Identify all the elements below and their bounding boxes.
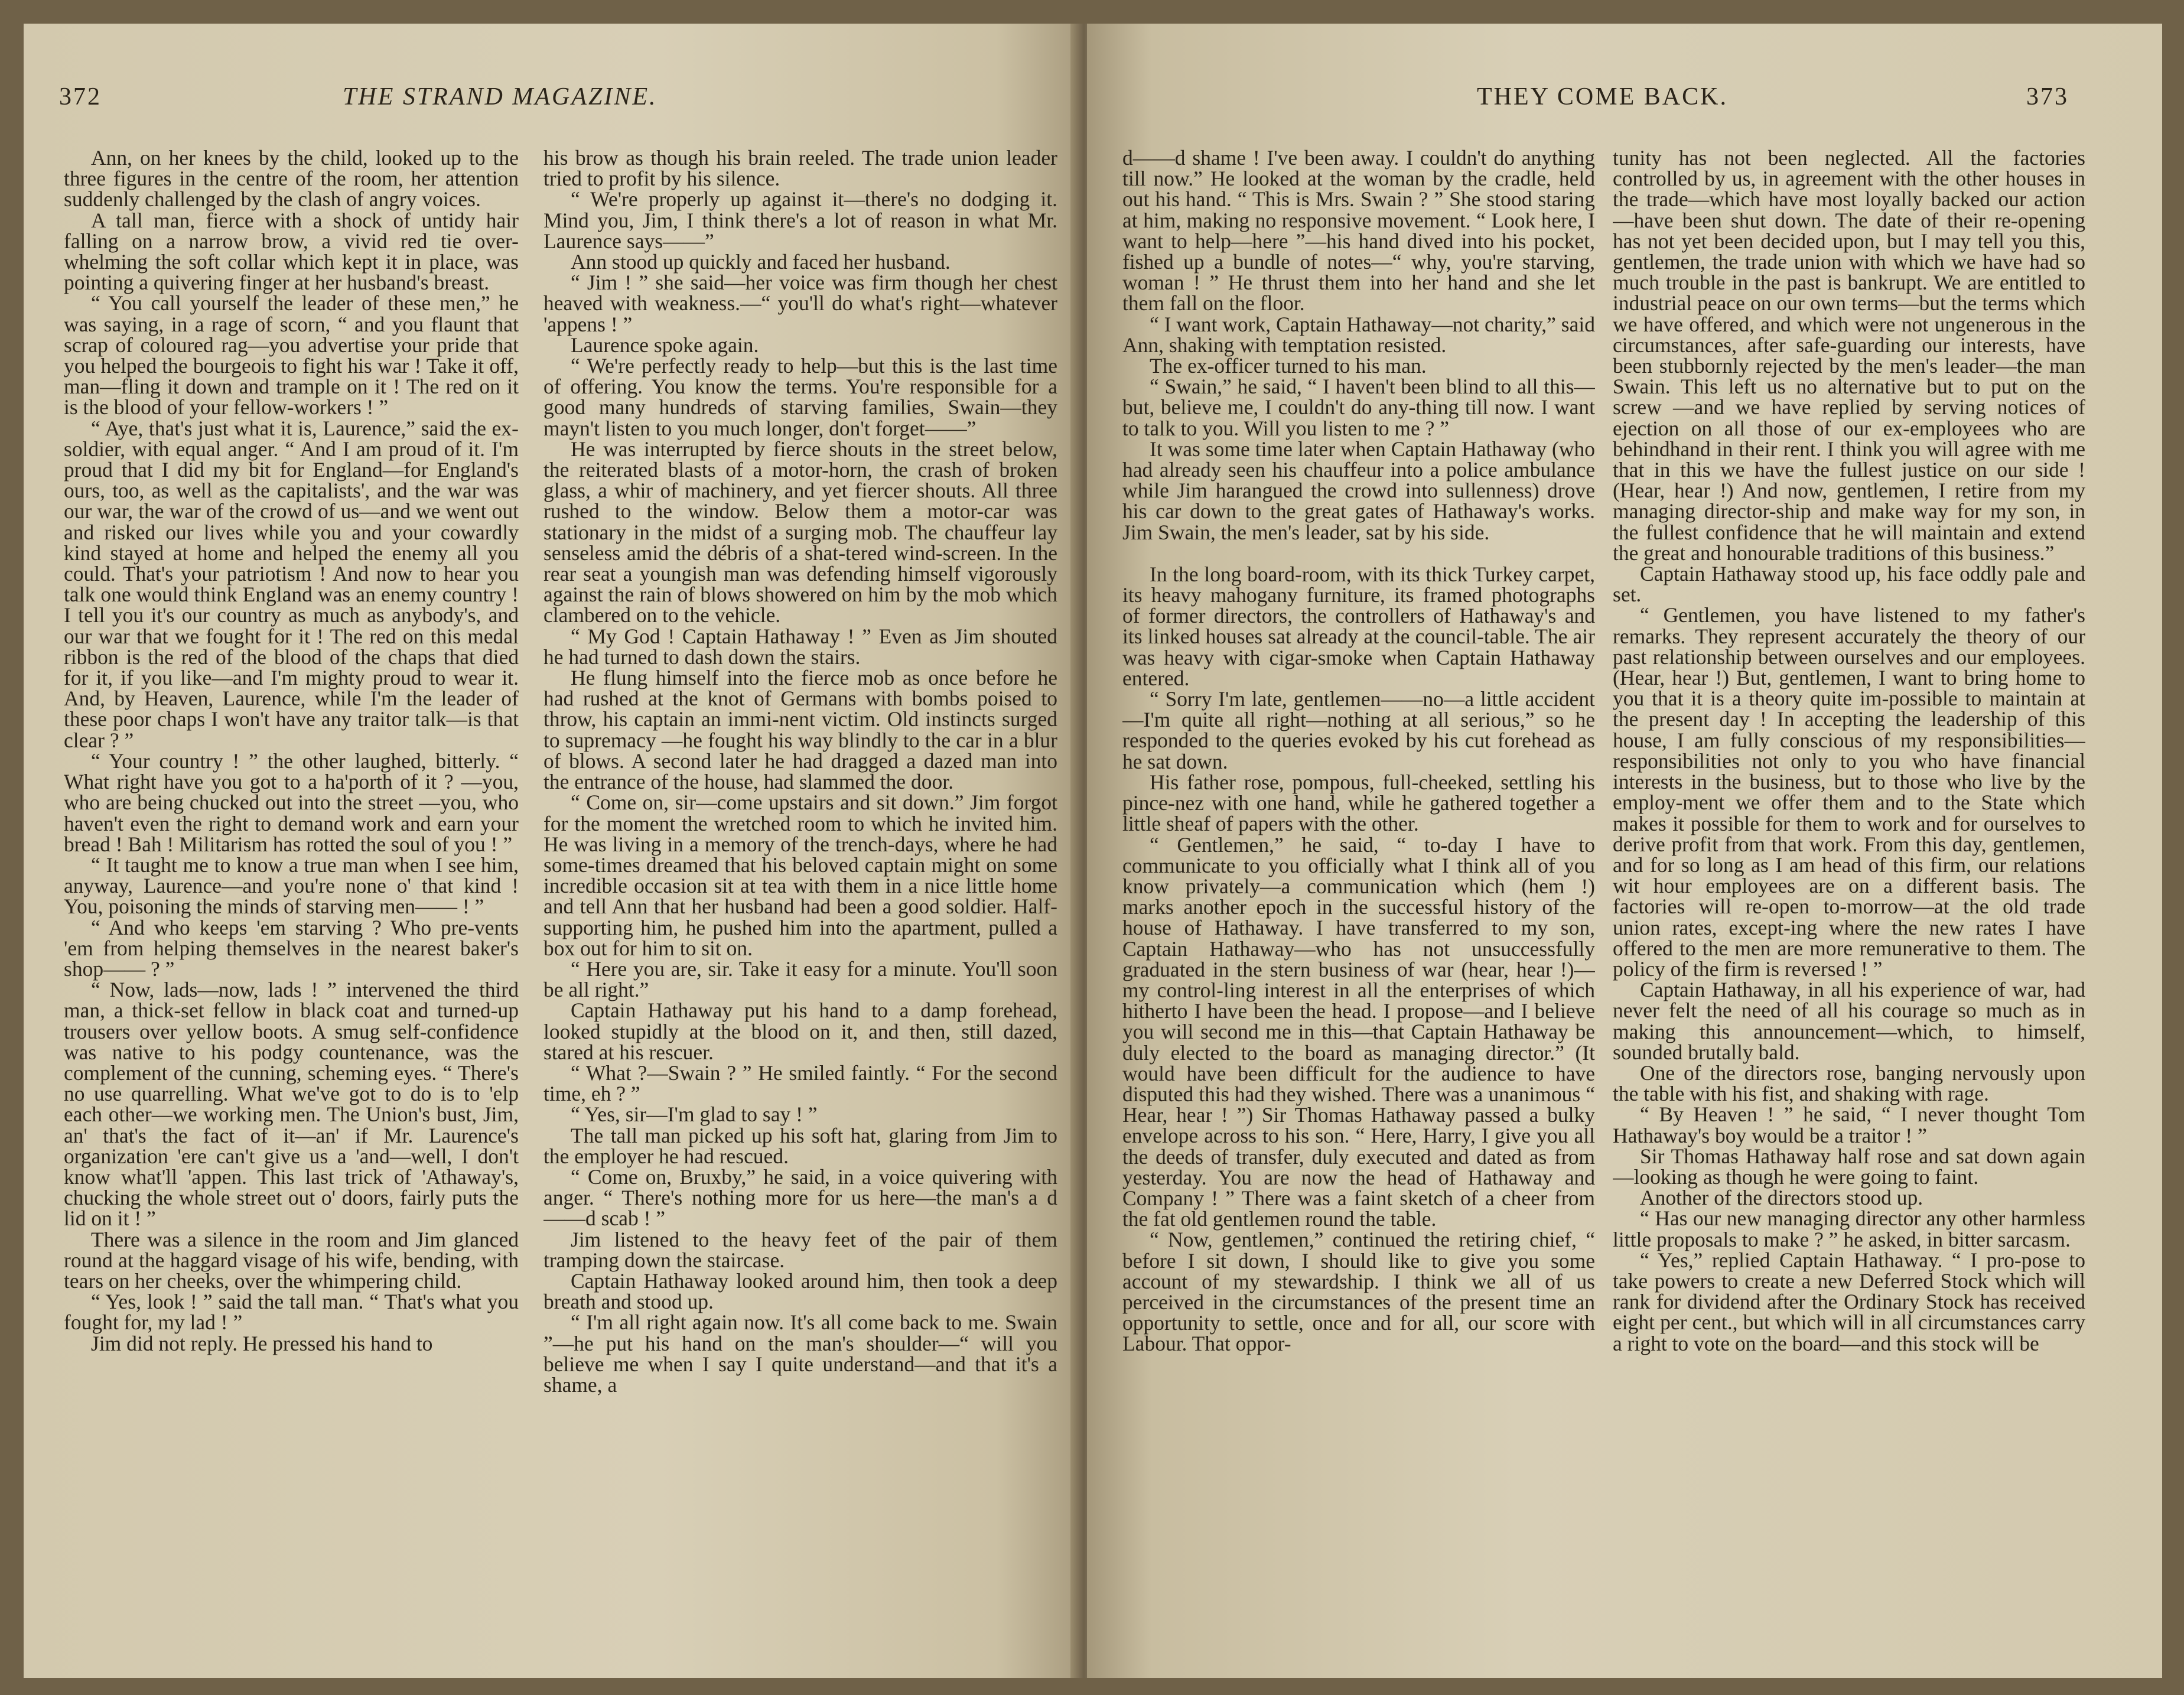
paragraph: Sir Thomas Hathaway half rose and sat down again—looking as though he were going to faint. <box>1613 1144 2085 1189</box>
right-page-number: 373 <box>2026 83 2069 110</box>
paragraph: “ Aye, that's just what it is, Laurence,” said the ex-soldier, with equal anger. “ And I am proud of it. I'm proud that I did my bit for England—for England's ours, too, as well as the capitalists', and the war was our war, the war of the crowd of us—and we went out and risked our lives while you and your cowardly kind stayed at home and helped the enemy all you could. That's your patriotism ! And now to hear you talk one would think England was an enemy country ! I tell you it's our country as much as anybody's, and our war that we fought for it ! The red on this medal ribbon is the red of the blood of the chaps that died for it, if you like—and I'm mighty proud to wear it. And, by Heaven, Laurence, while I'm the leader of these poor chaps I won't have any traitor talk—is that clear ? ” <box>64 416 519 752</box>
paragraph: “ Yes, look ! ” said the tall man. “ That's what you fought for, my lad ! ” <box>64 1290 519 1335</box>
paragraph: “ Gentlemen,” he said, “ to-day I have to communicate to you officially what I think all of you know privately—a communication which (hem !) marks another epoch in the successful history of the house of Hathaway. I have transferred to my son, Captain Hathaway—who has not unsuccessfully graduated in the stern business of war (hear, hear !)—my control-ling interest in all the enterprises of which hitherto I have been the head. I propose—and I believe you will second me in this—that Captain Hathaway be duly elected to the board as managing director.” (It would have been difficult for the audience to have disputed this had they wished. There was a unanimous “ Hear, hear ! ”) Sir Thomas Hathaway passed a bulky envelope across to his son. “ Here, Harry, I give you all the deeds of transfer, duly executed and dated as from yesterday. You are now the head of Hathaway and Company ! ” There was a faint sketch of a cheer from the fat old gentlemen round the table. <box>1122 832 1595 1231</box>
paragraph: “ Sorry I'm late, gentlemen——no—a little accident—I'm quite all right—nothing at all serious,” so he responded to the queries evoked by his cut forehead as he sat down. <box>1122 687 1595 773</box>
paragraph: “ Gentlemen, you have listened to my father's remarks. They represent accurately the theory of our past relationship between ourselves and our employees. (Hear, hear !) But, gentlemen, I want to bring home to you that it is a theory quite im-possible to maintain at the present day ! In accepting the leadership of this house, I am fully conscious of my responsibilities—responsibilities not only to you who have financial interests in the business, but to those who live by the employ-ment we offer them and to the State which makes it possible for them to work and for ourselves to derive profit from that work. From this day, gentlemen, and for so long as I am head of this firm, our relations wit hour employees are on a different basis. The factories will re-open to-morrow—at the old trade union rates, except-ing where the new rates I have offered to the men are more remunerative to them. The policy of the firm is reversed ! ” <box>1613 603 2085 981</box>
paragraph: “ You call yourself the leader of these men,” he was saying, in a rage of scorn, “ and you flaunt that scrap of coloured rag—you advertise your pride that you helped the bourgeois to fight his war ! Take it off, man—fling it down and trample on it ! The red on it is the blood of your fellow-workers ! ” <box>64 291 519 419</box>
paragraph: Captain Hathaway looked around him, then took a deep breath and stood up. <box>543 1268 1057 1314</box>
paragraph: “ By Heaven ! ” he said, “ I never thought Tom Hathaway's boy would be a traitor ! ” <box>1613 1102 2085 1147</box>
paragraph: A tall man, fierce with a shock of untidy hair falling on a narrow brow, a vivid red tie over-whelming the soft collar which kept it in place, was pointing a quivering finger at her husband's breast. <box>64 208 519 295</box>
right-running-head <box>1122 83 2139 124</box>
right-column-2 <box>1613 148 2085 1660</box>
right-running-title: THEY COME BACK. <box>1477 83 1728 110</box>
paragraph: “ Yes,” replied Captain Hathaway. “ I pro-pose to take powers to create a new Deferred Stock which will rank for dividend after the Ordinary Stock has received eight per cent., but which will in all circumstances carry a right to vote on the board—and this stock will be <box>1613 1248 2085 1355</box>
paragraph: “ Your country ! ” the other laughed, bitterly. “ What right have you got to a ha'porth of it ? —you, who are being chucked out into the street —you, who haven't even the right to demand work and earn your bread ! Bah ! Militarism has rotted the soul of you ! ” <box>64 749 519 856</box>
paragraph: Jim listened to the heavy feet of the pair of them tramping down the staircase. <box>543 1227 1057 1272</box>
left-column-2 <box>543 148 1057 1660</box>
paragraph: “ We're perfectly ready to help—but this is the last time of offering. You know the terms. You're responsible for a good many hundreds of starving families, Swain—they mayn't listen to you much longer, don't forget——” <box>543 354 1057 440</box>
paragraph: “ Come on, Bruxby,” he said, in a voice quivering with anger. “ There's nothing more for us here—the man's a d——d scab ! ” <box>543 1164 1057 1231</box>
paragraph: One of the directors rose, banging nervously upon the table with his fist, and shaking with rage. <box>1613 1060 2085 1106</box>
right-column-1 <box>1122 148 1595 1660</box>
paragraph: The tall man picked up his soft hat, glaring from Jim to the employer he had rescued. <box>543 1123 1057 1168</box>
paragraph: his brow as though his brain reeled. The trade union leader tried to profit by his silence. <box>543 148 1057 191</box>
left-page <box>24 24 1081 1678</box>
paragraph: “ Come on, sir—come upstairs and sit down.” Jim forgot for the moment the wretched room to which he invited him. He was living in a memory of the trench-days, where he had some-times dreamed that his beloved captain might on some incredible occasion sit at tea with them in a nice little home and tell Ann that her husband had been a good soldier. Half-supporting him, he pushed him into the apartment, pulled a box out for him to sit on. <box>543 790 1057 960</box>
paragraph: “ Here you are, sir. Take it easy for a minute. You'll soon be all right.” <box>543 957 1057 1002</box>
paragraph: “ We're properly up against it—there's no dodging it. Mind you, Jim, I think there's a lot of reason in what Mr. Laurence says——” <box>543 187 1057 253</box>
right-page <box>1087 24 2162 1678</box>
paragraph: Ann stood up quickly and faced her husband. <box>571 250 951 274</box>
paragraph: He was interrupted by fierce shouts in the street below, the reiterated blasts of a motor-horn, the crash of broken glass, a whir of machinery, and yet fiercer shouts. All three rushed to the window. Below them a motor-car was stationary in the midst of a surging mob. The chauffeur lay senseless amid the débris of a shat-tered wind-screen. In the rear seat a youngish man was defending himself vigorously against the rain of blows showered on him by the mob which clambered on to the vehicle. <box>543 437 1057 627</box>
left-running-title: THE STRAND MAGAZINE. <box>343 83 658 110</box>
left-running-head <box>59 83 1063 124</box>
paragraph: He flung himself into the fierce mob as once before he had rushed at the knot of Germans with bombs poised to throw, his captain an immi-nent victim. Old instincts surged to supremacy —he fought his way blindly to the car in a blur of blows. A second later he had dragged a dazed man into the entrance of the house, had slammed the door. <box>543 666 1057 794</box>
paragraph: “ Jim ! ” she said—her voice was firm though her chest heaved with weakness.—“ you'll do what's right—whatever 'appens ! ” <box>543 271 1057 336</box>
paragraph: His father rose, pompous, full-cheeked, settling his pince-nez with one hand, while he gathered together a little sheaf of papers with the other. <box>1122 770 1595 836</box>
paragraph: “ What ?—Swain ? ” He smiled faintly. “ For the second time, eh ? ” <box>543 1060 1057 1106</box>
paragraph: Jim did not reply. He pressed his hand to <box>91 1331 433 1355</box>
paragraph: Laurence spoke again. <box>571 333 759 357</box>
paragraph: Captain Hathaway stood up, his face oddly pale and set. <box>1613 562 2085 607</box>
left-page-number: 372 <box>59 83 102 110</box>
paragraph: “ Yes, sir—I'm glad to say ! ” <box>571 1102 818 1127</box>
paragraph: Captain Hathaway put his hand to a damp forehead, looked stupidly at the blood on it, and then, still dazed, stared at his rescuer. <box>543 998 1057 1064</box>
paragraph: “ I'm all right again now. It's all come back to me. Swain ”—he put his hand on the man's shoulder—“ will you believe me when I say I quite understand—and that it's a shame, a <box>543 1310 1057 1397</box>
paragraph: “ Has our new managing director any other harmless little proposals to make ? ” he asked, in bitter sarcasm. <box>1613 1206 2085 1251</box>
paragraph: “ It taught me to know a true man when I see him, anyway, Laurence—and you're none o' that kind ! You, poisoning the minds of starving men—— ! ” <box>64 853 519 919</box>
paragraph: There was a silence in the room and Jim glanced round at the haggard visage of his wife, bending, with tears on her cheeks, over the whimpering child. <box>64 1227 519 1293</box>
paragraph: “ Swain,” he said, “ I haven't been blind to all this—but, believe me, I couldn't do any-thing till now. I want to talk to you. Will you listen to me ? ” <box>1122 375 1595 440</box>
paragraph: In the long board-room, with its thick Turkey carpet, its heavy mahogany furniture, its framed photographs of former directors, the controllers of Hathaway's and its linked houses sat already at the council-table. The air was heavy with cigar-smoke when Captain Hathaway entered. <box>1122 562 1595 690</box>
paragraph: Ann, on her knees by the child, looked up to the three figures in the centre of the room, her attention suddenly challenged by the clash of angry voices. <box>64 148 519 212</box>
paragraph: “ My God ! Captain Hathaway ! ” Even as Jim shouted he had turned to dash down the stairs. <box>543 624 1057 669</box>
paragraph: Another of the directors stood up. <box>1640 1186 1923 1210</box>
paragraph: It was some time later when Captain Hathaway (who had already seen his chauffeur into a police ambulance while Jim harangued the crowd into sullenness) drove his car down to the great gates of Hathaway's works. Jim Swain, the men's leader, sat by his side. <box>1122 437 1595 544</box>
left-column-1 <box>64 148 519 1660</box>
paragraph: “ Now, gentlemen,” continued the retiring chief, “ before I sit down, I should like to give you some account of my stewardship. I think we all of us perceived in the circumstances of the present time an opportunity to settle, once and for all, our score with Labour. That oppor- <box>1122 1228 1595 1356</box>
paragraph: The ex-officer turned to his man. <box>1150 354 1427 378</box>
paragraph: Captain Hathaway, in all his experience of war, had never felt the need of all his courage so much as in making this announcement—which, to himself, sounded brutally bald. <box>1613 978 2085 1064</box>
paragraph: “ And who keeps 'em starving ? Who pre-vents 'em from helping themselves in the nearest baker's shop—— ? ” <box>64 915 519 981</box>
paragraph: “ I want work, Captain Hathaway—not charity,” said Ann, shaking with temptation resisted. <box>1122 312 1595 357</box>
paragraph: tunity has not been neglected. All the factories controlled by us, in agreement with the other houses in the trade—which have most loyally backed our action—have been shut down. The date of their re-opening has not yet been decided upon, but I may tell you this, gentlemen, the trade union with which we have had so much trouble in the past is bankrupt. We are entitled to industrial peace on our own terms—but the terms which we have offered, and which were not ungenerous in the circumstances, after safe-guarding our interests, have been stubbornly rejected by the men's leader—the man Swain. This left us no alternative but to put on the screw —and we have replied by serving notices of ejection on all those of our ex-employees who are behindhand in their rent. I think you will agree with me that in this we have the fullest justice on our side ! (Hear, hear !) And now, gentlemen, I retire from my managing director-ship and make way for my son, in the fullest confidence that he will maintain and extend the great and honourable traditions of this business.” <box>1613 148 2085 565</box>
paragraph: “ Now, lads—now, lads ! ” intervened the third man, a thick-set fellow in black coat and turned-up trousers over yellow boots. A smug self-confidence was native to his podgy countenance, was the complement of the cunning, scheming eyes. “ There's no use quarrelling. What we've got to do is to 'elp each other—we working men. The Union's bust, Jim, an' that's the fact of it—an' if Mr. Laurence's organization 'ere can't give us a 'and—well, I don't know what'll 'appen. This last trick of 'Athaway's, chucking the whole street out o' doors, fairly puts the lid on it ! ” <box>64 978 519 1231</box>
paragraph: d——d shame ! I've been away. I couldn't do anything till now.” He looked at the woman by the cradle, held out his hand. “ This is Mrs. Swain ? ” She stood staring at him, making no responsive movement. “ Look here, I want to help—here ”—his hand dived into his pocket, fished up a bundle of notes—“ why, you're starving, woman ! ” He thrust them into her hand and she let them fall on the floor. <box>1122 148 1595 315</box>
